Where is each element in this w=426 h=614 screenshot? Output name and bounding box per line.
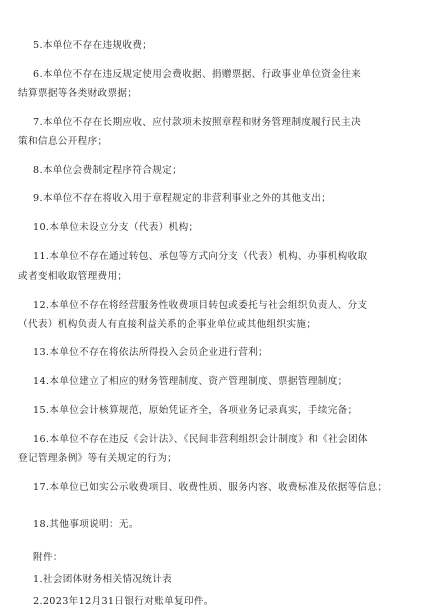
item-9: 9.本单位不存在将收入用于章程规定的非营利事业之外的其他支出； <box>33 193 332 204</box>
attachment-2: 2.2023年12月31日银行对账单复印件。 <box>33 596 214 607</box>
item-18: 18.其他事项说明：无。 <box>33 519 139 530</box>
item-16: 16.本单位不存在违反《会计法》、《民间非营利组织会计制度》和《社会团体 <box>33 434 368 445</box>
item-12: 12.本单位不存在将经营服务性收费项目转包或委托与社会组织负责人、分支 <box>33 300 368 311</box>
item-5: 5.本单位不存在违规收费； <box>33 40 153 51</box>
attachments-heading: 附件： <box>33 552 63 563</box>
item-7: 7.本单位不存在长期应收、应付款项未按照章程和财务管理制度履行民主决 <box>33 117 362 128</box>
item-8: 8.本单位会费制定程序符合规定； <box>33 165 183 176</box>
item-11-cont: 或者变相收取管理费用； <box>18 271 128 282</box>
item-12-cont: （代表）机构负责人有直接利益关系的企事业单位或其他组织实施； <box>18 319 317 330</box>
item-16-cont: 登记管理条例》等有关规定的行为； <box>18 453 178 464</box>
item-14: 14.本单位建立了相应的财务管理制度、资产管理制度、票据管理制度； <box>33 376 348 387</box>
item-15: 15.本单位会计核算规范，原始凭证齐全，各项业务记录真实，手续完备； <box>33 405 358 416</box>
faint-seal-stamp <box>147 412 273 487</box>
item-7-cont: 策和信息公开程序； <box>18 136 108 147</box>
item-10: 10.本单位未设立分支（代表）机构； <box>33 222 199 233</box>
item-13: 13.本单位不存在将依法所得投入会员企业进行营利； <box>33 347 269 358</box>
attachment-1: 1.社会团体财务相关情况统计表 <box>33 574 173 585</box>
item-17: 17.本单位已如实公示收费项目、收费性质、服务内容、收费标准及依据等信息； <box>33 482 388 493</box>
item-6: 6.本单位不存在违反规定使用会费收据、捐赠票据、行政事业单位资金往来 <box>33 69 362 80</box>
item-11: 11.本单位不存在通过转包、承包等方式向分支（代表）机构、办事机构收取 <box>33 251 368 262</box>
item-6-cont: 结算票据等各类财政票据； <box>18 88 138 99</box>
